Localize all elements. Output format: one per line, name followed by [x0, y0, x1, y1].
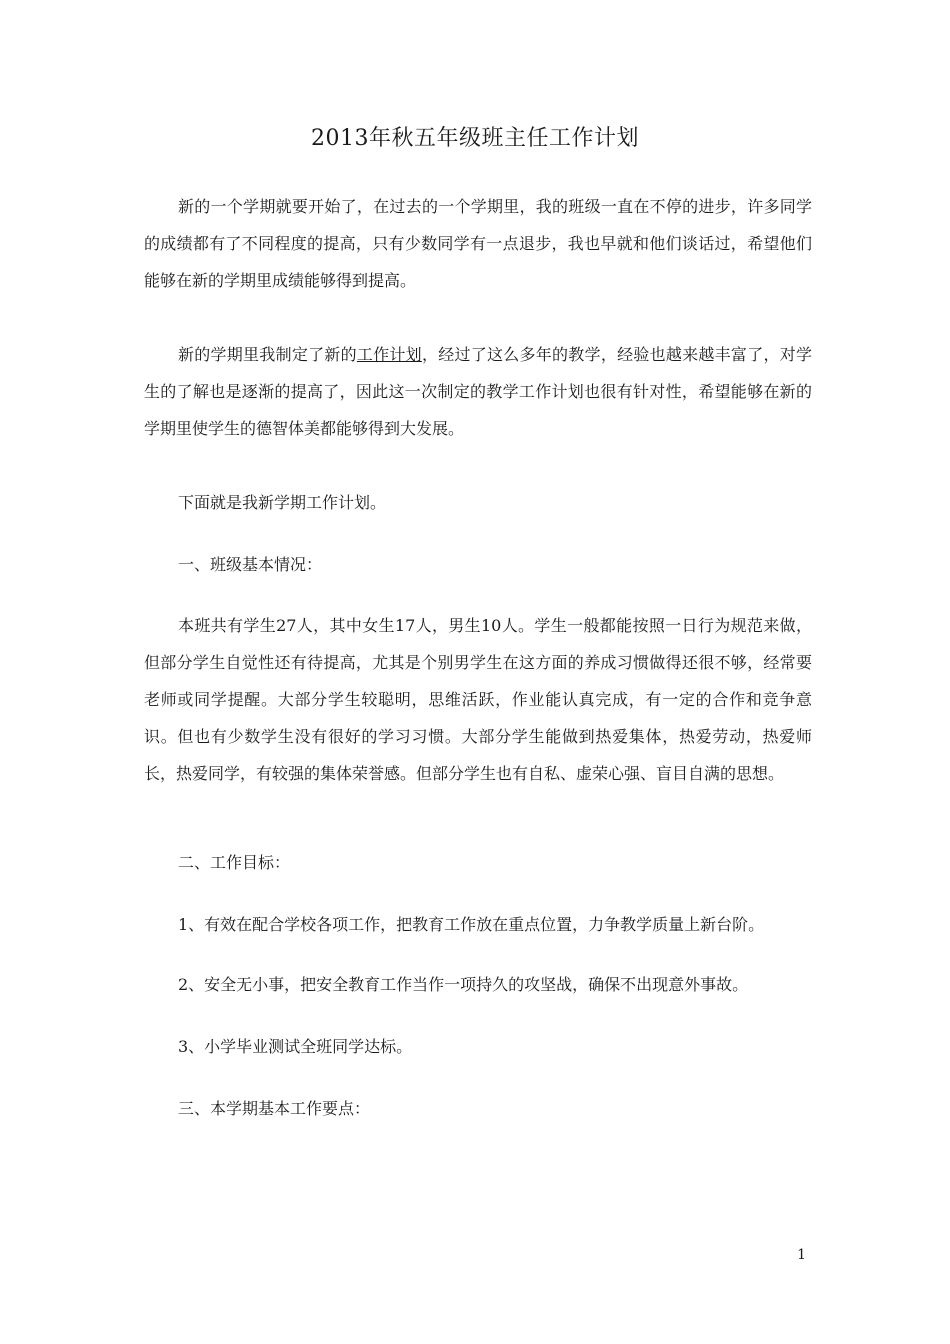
intro-paragraph: [144, 188, 812, 299]
section-heading-work-points: [144, 1090, 812, 1127]
class-situation-text: 本班共有学生27人，其中女生17人，男生10人。学生一般都能按照一日行为规范来做，但部分学生自觉性还有待提高，尤其是个别男学生在这方面的养成习惯做得还很不够，经常要老师或同学提醒。大部分学生较聪明，思维活跃，作业能认真完成，有一定的合作和竞争意识。但也有少数学生没有很好的学习习惯。大部分学生能做到热爱集体，热爱劳动，热爱师长，热爱同学，有较强的集体荣誉感。但部分学生也有自私、虚荣心强、盲目自满的思想。: [144, 616, 812, 783]
intro-paragraph-text: 新的一个学期就要开始了，在过去的一个学期里，我的班级一直在不停的进步，许多同学的成绩都有了不同程度的提高，只有少数同学有一点退步，我也早就和他们谈话过，希望他们能够在新的学期里成绩能够得到提高。: [144, 197, 812, 290]
section-heading-text: 一、班级基本情况：: [178, 555, 323, 574]
goal-item-1: [144, 906, 812, 943]
goal-item-2: [144, 966, 812, 1003]
section-heading-text: 三、本学期基本工作要点：: [178, 1099, 371, 1118]
section-heading-text: 二、工作目标：: [178, 853, 291, 872]
goal-item-3: [144, 1028, 812, 1065]
plan-paragraph: [144, 336, 812, 447]
document-title: 2013年秋五年级班主任工作计划: [311, 126, 639, 151]
plan-intro-paragraph: [144, 484, 812, 521]
plan-paragraph-text-start: 新的学期里我制定了新的: [178, 345, 357, 364]
goal-item-text: 1、有效在配合学校各项工作，把教育工作放在重点位置，力争教学质量上新台阶。: [178, 915, 765, 934]
plan-paragraph-text-end: ，经过了这么多年的教学，经验也越来越丰富了，对学生的了解也是逐渐的提高了，因此这一次制定的教学工作计划也很有针对性，希望能够在新的学期里使学生的德智体美都能够得到大发展。: [144, 345, 812, 438]
class-situation-paragraph: [144, 607, 812, 792]
goal-item-text: 2、安全无小事，把安全教育工作当作一项持久的攻坚战，确保不出现意外事故。: [178, 975, 749, 994]
section-heading-work-goals: [144, 844, 812, 881]
goal-item-text: 3、小学毕业测试全班同学达标。: [178, 1037, 413, 1056]
page-number: 1: [797, 1247, 806, 1263]
work-plan-link[interactable]: 工作计划: [356, 345, 422, 364]
plan-intro-text: 下面就是我新学期工作计划。: [178, 493, 387, 512]
section-heading-class-situation: [144, 546, 812, 583]
